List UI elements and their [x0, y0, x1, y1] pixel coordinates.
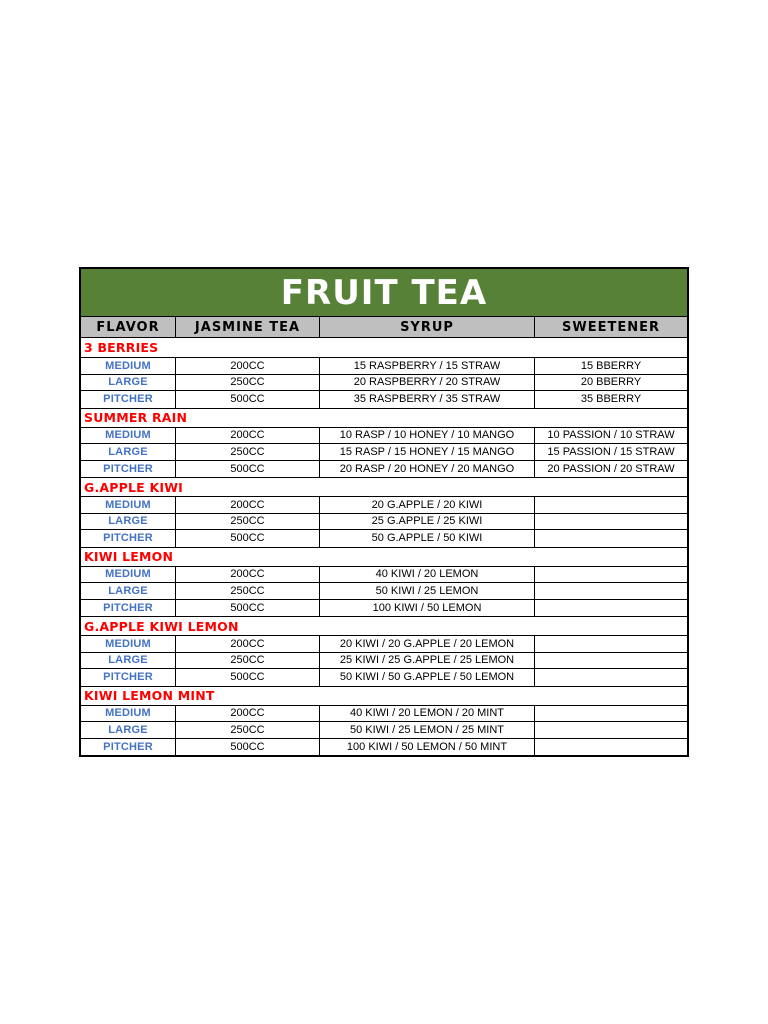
- syrup-cell: 25 KIWI / 25 G.APPLE / 25 LEMON: [320, 653, 535, 669]
- syrup-cell: 20 G.APPLE / 20 KIWI: [320, 497, 535, 513]
- syrup-cell: 50 KIWI / 25 LEMON: [320, 583, 535, 599]
- jasmine-tea-cell: 250CC: [176, 583, 320, 599]
- sweetener-cell: [535, 722, 687, 738]
- sweetener-cell: [535, 567, 687, 583]
- table-row: [81, 669, 687, 686]
- size-cell: LARGE: [81, 444, 176, 460]
- size-cell: MEDIUM: [81, 706, 176, 722]
- header-row: [81, 317, 687, 338]
- size-cell: PITCHER: [81, 739, 176, 756]
- jasmine-tea-cell: 500CC: [176, 530, 320, 547]
- sweetener-cell: [535, 514, 687, 530]
- jasmine-tea-cell: 200CC: [176, 358, 320, 374]
- syrup-cell: 20 RASPBERRY / 20 STRAW: [320, 375, 535, 391]
- sweetener-cell: [535, 636, 687, 652]
- size-cell: MEDIUM: [81, 428, 176, 444]
- table-row: [81, 739, 687, 756]
- size-cell: LARGE: [81, 653, 176, 669]
- jasmine-tea-cell: 250CC: [176, 653, 320, 669]
- sweetener-cell: 35 BBERRY: [580, 393, 642, 406]
- size-cell: LARGE: [81, 514, 176, 530]
- header-flavor: FLAVOR: [81, 317, 176, 337]
- jasmine-tea-cell: 500CC: [176, 461, 320, 478]
- jasmine-tea-cell: 200CC: [176, 567, 320, 583]
- syrup-cell: 40 KIWI / 20 LEMON / 20 MINT: [320, 706, 535, 722]
- syrup-cell: 100 KIWI / 50 LEMON / 50 MINT: [320, 739, 535, 756]
- size-cell: MEDIUM: [81, 358, 176, 374]
- size-cell: MEDIUM: [81, 567, 176, 583]
- syrup-cell: 20 RASP / 20 HONEY / 20 MANGO: [320, 461, 535, 478]
- sweetener-cell: [535, 653, 687, 669]
- size-cell: PITCHER: [81, 669, 176, 686]
- flavor-group-title: G.APPLE KIWI: [81, 477, 687, 497]
- flavor-group-title: 3 BERRIES: [81, 338, 687, 358]
- table-row: [81, 444, 687, 461]
- size-cell: LARGE: [81, 375, 176, 391]
- jasmine-tea-cell: 500CC: [176, 739, 320, 756]
- sweetener-cell: [535, 739, 687, 756]
- size-cell: LARGE: [81, 583, 176, 599]
- flavor-groups: [81, 338, 687, 755]
- sweetener-cell: 15 PASSION / 15 STRAW: [547, 445, 675, 458]
- size-cell: PITCHER: [81, 391, 176, 408]
- table-row: [81, 583, 687, 600]
- jasmine-tea-cell: 200CC: [176, 636, 320, 652]
- size-cell: PITCHER: [81, 461, 176, 478]
- syrup-cell: 50 KIWI / 25 LEMON / 25 MINT: [320, 722, 535, 738]
- sweetener-cell: [535, 706, 687, 722]
- syrup-cell: 40 KIWI / 20 LEMON: [320, 567, 535, 583]
- syrup-cell: 100 KIWI / 50 LEMON: [320, 600, 535, 617]
- syrup-cell: 35 RASPBERRY / 35 STRAW: [320, 391, 535, 408]
- table-row: [81, 722, 687, 739]
- jasmine-tea-cell: 500CC: [176, 669, 320, 686]
- table-row: [81, 461, 687, 478]
- sweetener-cell: [535, 497, 687, 513]
- header-jasmine-tea: JASMINE TEA: [176, 317, 320, 337]
- flavor-group-title: KIWI LEMON: [81, 547, 687, 567]
- jasmine-tea-cell: 250CC: [176, 444, 320, 460]
- sweetener-cell: [535, 530, 687, 547]
- sweetener-cell: 15 BBERRY: [580, 359, 642, 372]
- flavor-group-title: SUMMER RAIN: [81, 408, 687, 428]
- sweetener-cell: 10 PASSION / 10 STRAW: [547, 429, 675, 442]
- header-syrup: SYRUP: [320, 317, 535, 337]
- header-sweetener: SWEETENER: [562, 319, 660, 335]
- jasmine-tea-cell: 250CC: [176, 722, 320, 738]
- table-row: [81, 375, 687, 392]
- syrup-cell: 10 RASP / 10 HONEY / 10 MANGO: [320, 428, 535, 444]
- jasmine-tea-cell: 200CC: [176, 497, 320, 513]
- table-row: [81, 428, 687, 445]
- jasmine-tea-cell: 200CC: [176, 428, 320, 444]
- size-cell: MEDIUM: [81, 497, 176, 513]
- syrup-cell: 15 RASP / 15 HONEY / 15 MANGO: [320, 444, 535, 460]
- sweetener-cell: 20 PASSION / 20 STRAW: [547, 462, 675, 475]
- sweetener-cell: 20 BBERRY: [580, 376, 642, 389]
- size-cell: MEDIUM: [81, 636, 176, 652]
- syrup-cell: 50 KIWI / 50 G.APPLE / 50 LEMON: [320, 669, 535, 686]
- table-row: [81, 514, 687, 531]
- table-title: FRUIT TEA: [81, 269, 687, 317]
- sweetener-cell: [535, 669, 687, 686]
- flavor-group-title: KIWI LEMON MINT: [81, 686, 687, 706]
- sweetener-cell: [535, 600, 687, 617]
- sweetener-cell: [535, 583, 687, 599]
- jasmine-tea-cell: 250CC: [176, 514, 320, 530]
- flavor-group-title: G.APPLE KIWI LEMON: [81, 616, 687, 636]
- jasmine-tea-cell: 200CC: [176, 706, 320, 722]
- table-row: [81, 600, 687, 617]
- table-row: [81, 358, 687, 375]
- table-row: [81, 567, 687, 584]
- size-cell: PITCHER: [81, 600, 176, 617]
- table-row: [81, 636, 687, 653]
- jasmine-tea-cell: 250CC: [176, 375, 320, 391]
- syrup-cell: 50 G.APPLE / 50 KIWI: [320, 530, 535, 547]
- syrup-cell: 15 RASPBERRY / 15 STRAW: [320, 358, 535, 374]
- fruit-tea-table: [79, 267, 689, 757]
- table-row: [81, 653, 687, 670]
- syrup-cell: 25 G.APPLE / 25 KIWI: [320, 514, 535, 530]
- table-row: [81, 497, 687, 514]
- syrup-cell: 20 KIWI / 20 G.APPLE / 20 LEMON: [320, 636, 535, 652]
- jasmine-tea-cell: 500CC: [176, 600, 320, 617]
- jasmine-tea-cell: 500CC: [176, 391, 320, 408]
- table-row: [81, 706, 687, 723]
- size-cell: LARGE: [81, 722, 176, 738]
- size-cell: PITCHER: [81, 530, 176, 547]
- table-row: [81, 530, 687, 547]
- table-row: [81, 391, 687, 408]
